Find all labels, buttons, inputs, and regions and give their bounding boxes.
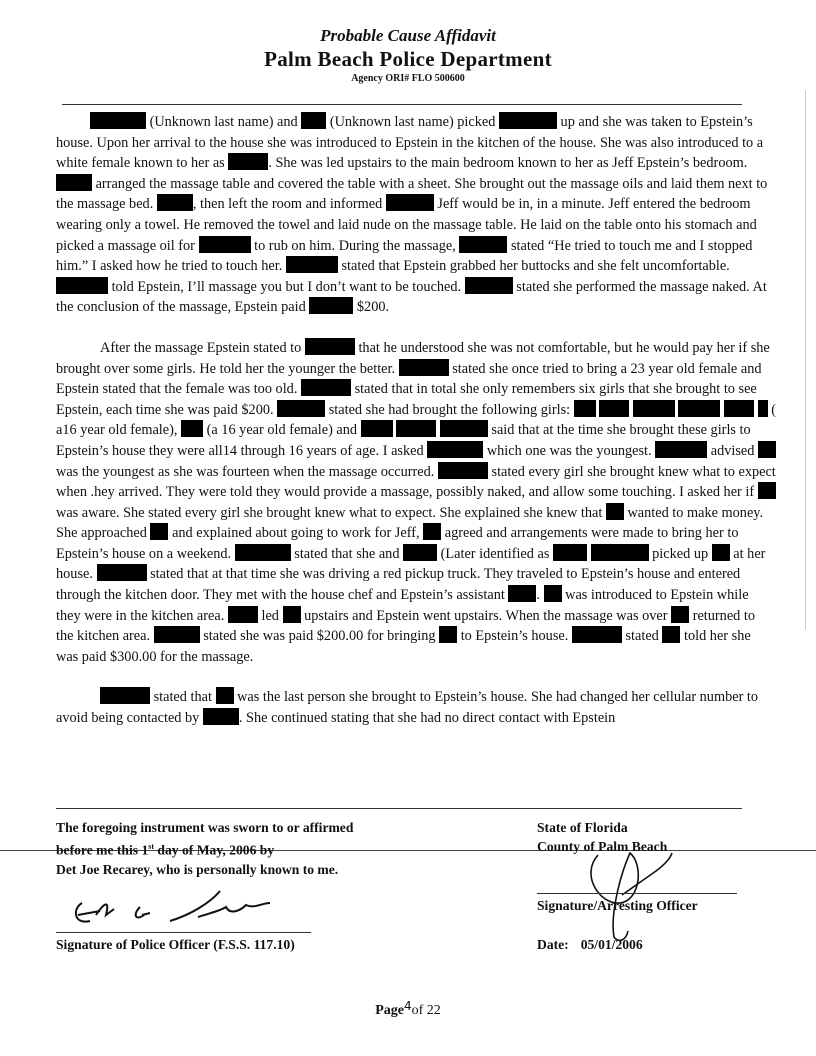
text-span: stated she once tried to bring a 23 year old female and Epstein stated that the female was too old. bbox=[56, 360, 762, 398]
county-label: County of Palm Beach bbox=[537, 839, 668, 854]
affidavit-body bbox=[56, 112, 776, 729]
redaction bbox=[181, 420, 203, 437]
redaction bbox=[228, 153, 268, 170]
text-span: $200. bbox=[356, 299, 390, 316]
date-label: Date: bbox=[537, 937, 569, 952]
text-span: stated that bbox=[153, 689, 212, 706]
text-span: up and she was taken to Epstein’s house. Upon her arrival to the house she was introduced to Epstein in the kitchen of the house. She was also introduced to a white female known to her as bbox=[56, 114, 764, 172]
text-span: arranged the massage table and covered the table with a sheet. She brought out the massage oils and laid them next to the massage bed. bbox=[56, 175, 768, 213]
sworn-line-2 bbox=[56, 837, 476, 860]
page-suffix: of 22 bbox=[411, 1003, 441, 1018]
text-span: advised bbox=[710, 442, 755, 459]
redaction bbox=[154, 626, 200, 643]
text-span: told her she was paid $300.00 for the massage. bbox=[56, 628, 751, 665]
redaction bbox=[712, 544, 730, 561]
redaction bbox=[199, 236, 251, 253]
text-span: stated she performed the massage naked. At the conclusion of the massage, Epstein paid bbox=[56, 278, 767, 316]
text-span: (Unknown last name) and bbox=[149, 114, 298, 130]
text-span: told Epstein, I’ll massage you but I don’t want to be touched. bbox=[111, 278, 462, 295]
text-span: stated that in total she only remembers six girls that she brought to see Epstein, each time she was paid $200. bbox=[56, 381, 757, 418]
redaction bbox=[758, 441, 776, 458]
redaction bbox=[203, 708, 239, 725]
text-span: to rub on him. During the massage, bbox=[254, 237, 456, 254]
redaction bbox=[56, 277, 108, 294]
page-number bbox=[0, 999, 816, 1019]
redaction bbox=[309, 297, 353, 314]
redaction bbox=[403, 544, 437, 561]
text-span: was the last person she brought to Epstein’s house. She had changed her cellular number to avoid being contacted by bbox=[56, 689, 759, 727]
text-span: to Epstein’s house. bbox=[460, 628, 569, 645]
page-prefix: Page bbox=[375, 1003, 404, 1018]
signature-line-right bbox=[537, 893, 737, 894]
redaction bbox=[56, 174, 92, 191]
redaction bbox=[283, 606, 301, 623]
sworn-text: day of May, 2006 by bbox=[154, 842, 275, 858]
redaction bbox=[157, 194, 193, 211]
redaction bbox=[361, 420, 393, 437]
paragraph-2 bbox=[56, 338, 776, 668]
redaction bbox=[574, 400, 596, 417]
redaction bbox=[423, 523, 441, 540]
notary-block bbox=[56, 818, 476, 879]
text-span: was introduced to Epstein while they were in the kitchen area. bbox=[56, 587, 749, 624]
text-span: (Unknown last name) picked bbox=[329, 114, 496, 130]
text-span: (Later identified as bbox=[440, 545, 550, 562]
redaction bbox=[235, 544, 291, 561]
state-label: State of Florida bbox=[537, 820, 628, 835]
text-span: upstairs and Epstein went upstairs. When the massage was over bbox=[304, 607, 668, 624]
text-span: that he understood she was not comfortable, but he would pay her if she brought over some girls. He told her the younger the better. bbox=[56, 339, 770, 377]
text-span: After the massage Epstein stated to bbox=[100, 339, 302, 356]
arresting-officer-label: Signature/Arresting Officer bbox=[537, 898, 698, 913]
agency-ori: Agency ORI# FLO 500600 bbox=[351, 73, 465, 84]
redaction bbox=[459, 236, 507, 253]
redaction bbox=[439, 626, 457, 643]
text-span: returned to the kitchen area. bbox=[56, 607, 756, 645]
redaction bbox=[553, 544, 587, 561]
redaction bbox=[438, 462, 488, 479]
redaction bbox=[678, 400, 720, 417]
text-span: led bbox=[261, 607, 279, 624]
text-span: was aware. She stated every girl she brought knew what to expect. She explained she knew that bbox=[56, 504, 603, 521]
text-span: , then left the room and informed bbox=[192, 196, 383, 213]
date-row bbox=[537, 937, 643, 953]
redaction bbox=[758, 482, 776, 499]
text-span: wanted to make money. She approached bbox=[56, 504, 764, 542]
redaction bbox=[724, 400, 754, 417]
text-span: stated she had brought the following girls: bbox=[328, 401, 571, 418]
page-current: 4 bbox=[403, 999, 412, 1013]
sworn-line-1: The foregoing instrument was sworn to or affirmed bbox=[56, 820, 354, 835]
redaction bbox=[277, 400, 325, 417]
text-span: stated “He tried to touch me and I stopped him.” I asked how he tried to touch her. bbox=[56, 237, 753, 275]
text-span: Jeff would be in, in a minute. Jeff entered the bedroom wearing only a towel. He removed the towel and laid nude on the massage table. He laid on the table onto his stomach and picked a massage oil for bbox=[56, 196, 757, 254]
redaction bbox=[399, 359, 449, 376]
officer-signature bbox=[70, 885, 290, 935]
text-span: stated she was paid $200.00 for bringing bbox=[203, 628, 436, 645]
redaction bbox=[671, 606, 689, 623]
text-span: ( a16 year old female), bbox=[56, 401, 776, 439]
arresting-officer-signature bbox=[560, 845, 700, 945]
text-span: picked up bbox=[652, 545, 709, 562]
signature-line-left bbox=[56, 932, 311, 933]
document-title: Probable Cause Affidavit bbox=[320, 26, 496, 45]
scan-edge bbox=[805, 90, 806, 630]
redaction bbox=[633, 400, 675, 417]
redaction bbox=[508, 585, 536, 602]
header-rule bbox=[62, 104, 742, 105]
text-span: stated that she and bbox=[294, 545, 400, 562]
text-span: and explained about going to work for Jeff, bbox=[172, 525, 420, 542]
date-value: 05/01/2006 bbox=[580, 937, 643, 952]
redaction bbox=[301, 379, 351, 396]
sworn-line-3: Det Joe Recarey, who is personally known to me. bbox=[56, 861, 339, 877]
redaction bbox=[440, 420, 488, 437]
redaction bbox=[216, 687, 234, 704]
sworn-text: before me this 1 bbox=[56, 842, 149, 858]
redaction bbox=[591, 544, 649, 561]
redaction bbox=[544, 585, 562, 602]
text-span: stated bbox=[625, 628, 659, 645]
paragraph-3 bbox=[56, 687, 776, 728]
redaction bbox=[228, 606, 258, 623]
redaction bbox=[599, 400, 629, 417]
text-span: which one was the youngest. bbox=[486, 442, 652, 459]
redaction bbox=[427, 441, 483, 458]
redaction bbox=[305, 338, 355, 355]
redaction bbox=[465, 277, 513, 294]
text-span: (a 16 year old female) and bbox=[206, 422, 358, 439]
redaction bbox=[396, 420, 436, 437]
redaction bbox=[662, 626, 680, 643]
redaction bbox=[758, 400, 768, 417]
text-span: stated that at that time she was driving a red pickup truck. They traveled to Epstein’s house and entered through the kitchen door. They met with the house chef and Epstein’s assistant bbox=[56, 566, 741, 604]
text-span: . bbox=[536, 587, 540, 604]
footer-rule bbox=[56, 808, 742, 809]
redaction bbox=[100, 687, 150, 704]
department-name: Palm Beach Police Department bbox=[264, 47, 552, 71]
paragraph-1 bbox=[56, 112, 776, 318]
text-span: agreed and arrangements were made to bring her to Epstein’s house on a weekend. bbox=[56, 525, 739, 562]
redaction bbox=[97, 564, 147, 581]
redaction bbox=[606, 503, 624, 520]
text-span: said that at the time she brought these girls to Epstein’s house they were all14 through 16 years of age. I asked bbox=[56, 422, 751, 459]
redaction bbox=[386, 194, 434, 211]
police-officer-signature-label: Signature of Police Officer (F.S.S. 117.10) bbox=[56, 937, 295, 952]
text-span: stated every girl she brought knew what to expect when .hey arrived. They were told they would provide a massage, possibly naked, and allow some touching. I asked her if bbox=[56, 463, 776, 501]
ordinal-suffix: st bbox=[148, 842, 155, 851]
redaction bbox=[499, 112, 557, 129]
redaction bbox=[150, 523, 168, 540]
document-header bbox=[0, 26, 816, 86]
text-span: was the youngest as she was fourteen when the massage occurred. bbox=[56, 463, 435, 480]
text-span: at her house. bbox=[56, 545, 766, 583]
text-span: . She continued stating that she had no direct contact with Epstein bbox=[238, 710, 616, 727]
redaction bbox=[286, 256, 338, 273]
redaction bbox=[301, 112, 326, 129]
text-span: stated that Epstein grabbed her buttocks and she felt uncomfortable. bbox=[341, 258, 730, 275]
redaction bbox=[572, 626, 622, 643]
redaction bbox=[655, 441, 707, 458]
redaction bbox=[90, 112, 146, 129]
text-span: . She was led upstairs to the main bedroom known to her as Jeff Epstein’s bedroom. bbox=[268, 155, 748, 172]
